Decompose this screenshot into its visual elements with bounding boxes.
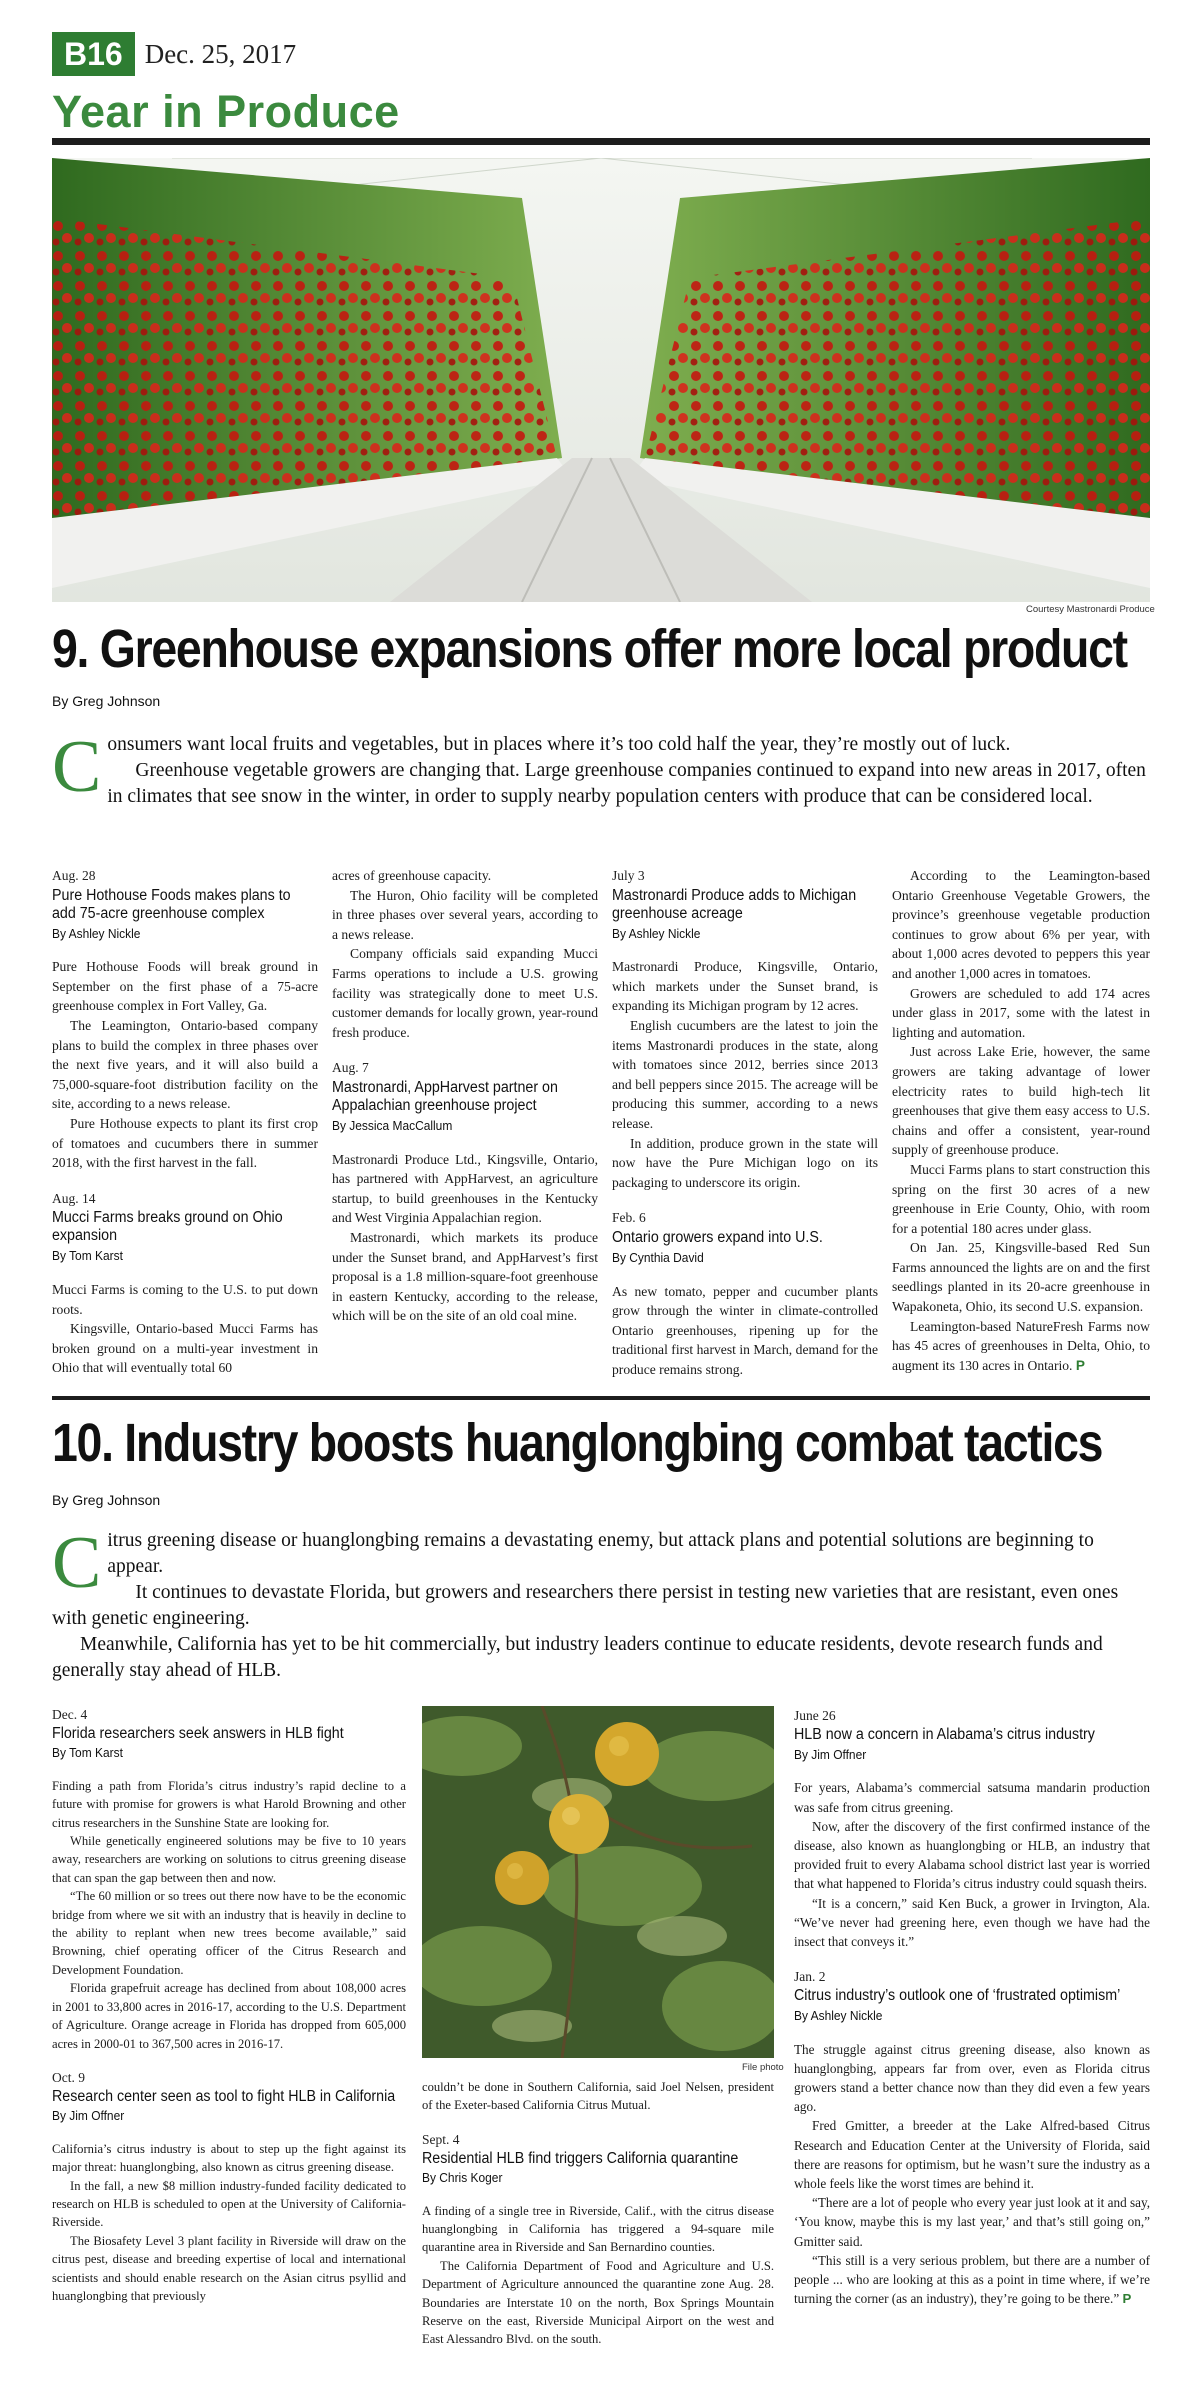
brief-date: Feb. 6 xyxy=(612,1210,646,1226)
paragraph: Fred Gmitter, a breeder at the Lake Alfred-based Citrus Research and Education Center at the University of Florida, said there are reasons for optimism, but he wasn’t sure the industry as a whole feels like the worst times are behind it. xyxy=(794,2118,1150,2192)
brief-date: Aug. 28 xyxy=(52,868,96,883)
brief-date: Aug. 14 xyxy=(52,1190,96,1206)
brief-headline: Citrus industry’s outlook one of ‘frustrated optimism’ xyxy=(794,1987,1121,2005)
story9-byline: By Greg Johnson xyxy=(52,693,161,709)
lede-paragraph: Greenhouse vegetable growers are changing that. Large greenhouse companies continued to expand into new areas in 2017, often in climates that see snow in the winter, in order to supply nearby population centers with produce that can be considered local. xyxy=(107,760,1146,807)
brief-date: Aug. 7 xyxy=(332,1060,369,1076)
brief-headline: Mastronardi, AppHarvest partner on Appalachian greenhouse project xyxy=(332,1078,558,1114)
paragraph: Company officials said expanding Mucci Farms operations to include a U.S. growing facility was strategically done to meet U.S. customer demands for locally grown, year-round fresh produce. xyxy=(332,946,598,1040)
brief-headline: Residential HLB find triggers California quarantine xyxy=(422,2150,739,2168)
lede-paragraph: itrus greening disease or huanglongbing remains a devastating enemy, but attack plans and potential solutions are beginning to appear. xyxy=(107,1530,1094,1577)
brief-headline: Mucci Farms breaks ground on Ohio expansion xyxy=(52,1209,283,1245)
paragraph: In addition, produce grown in the state will now have the Pure Michigan logo on its packaging to underscore its origin. xyxy=(612,1135,878,1190)
paragraph: couldn’t be done in Southern California, said Joel Nelsen, president of the Exeter-based California Citrus Mutual. xyxy=(422,2080,774,2113)
brief-byline: By Jim Offner xyxy=(794,1747,867,1763)
issue-date: Dec. 25, 2017 xyxy=(144,38,297,69)
page-header xyxy=(52,26,296,82)
brief-date: Dec. 4 xyxy=(52,1707,88,1722)
paragraph: For years, Alabama’s commercial satsuma mandarin production was safe from citrus greening. xyxy=(794,1780,1150,1815)
brief-byline: By Cynthia David xyxy=(612,1249,704,1265)
paragraph: Kingsville, Ontario-based Mucci Farms has broken ground on a multi-year investment in Ohio that will eventually total 60 xyxy=(52,1321,318,1376)
brief-headline: Research center seen as tool to fight HLB in California xyxy=(52,2088,396,2106)
citrus-tree-photo xyxy=(422,1706,774,2058)
brief-byline: By Jessica MacCallum xyxy=(332,1117,453,1133)
paragraph: “The 60 million or so trees out there now have to be the economic bridge from where we sit with an industry that is heavily in decline to the ability to replant when new trees become available,” said Browning, chief operating officer of the Citrus Research and Development Foundation. xyxy=(52,1889,406,1977)
paragraph: California’s citrus industry is about to step up the fight against its major threat: huanglongbing, also known as citrus greening disease. xyxy=(52,2141,406,2175)
paragraph: The Huron, Ohio facility will be completed in three phases over several years, according to a news release. xyxy=(332,887,598,942)
paragraph: On Jan. 25, Kingsville-based Red Sun Farms announced the lights are on and the first seedlings planted in its 20-acre greenhouse in Wapakoneta, Ohio, its second U.S. expansion. xyxy=(892,1240,1150,1315)
greenhouse-tomato-photo xyxy=(52,158,1150,602)
paragraph: Now, after the discovery of the first confirmed instance of the disease, also known as huanglongbing or HLB, an industry that provided fruit to every Alabama school district last year is worried that what happened to Florida’s citrus industry could squash theirs. xyxy=(794,1818,1150,1892)
story10-column-1 xyxy=(52,1706,406,2305)
story9-column-4 xyxy=(892,866,1150,1375)
story9-headline: 9. Greenhouse expansions offer more local product xyxy=(52,619,1127,679)
paragraph: Mastronardi Produce Ltd., Kingsville, Ontario, has partnered with AppHarvest, an agriculture startup, to build greenhouses in the Kentucky and West Virginia Appalachian region. xyxy=(332,1151,598,1226)
paragraph: The Biosafety Level 3 plant facility in Riverside will draw on the citrus pest, disease and breeding expertise of local and international scientists and should enable research on the Asian citrus psyllid and huanglongbing that previously xyxy=(52,2233,406,2303)
paragraph: According to the Leamington-based Ontario Greenhouse Vegetable Growers, the province’s greenhouse vegetable production continues to grow about 6% per year, with about 1,000 acres devoted to peppers this year and another 1,000 acres in tomatoes. xyxy=(892,868,1150,981)
lede-paragraph: Meanwhile, California has yet to be hit commercially, but industry leaders continue to educate residents, devote research funds and generally stay ahead of HLB. xyxy=(52,1634,1103,1681)
paragraph: In the fall, a new $8 million industry-funded facility dedicated to research on HLB is scheduled to open at the University of California-Riverside. xyxy=(52,2178,406,2230)
brief-date: Sept. 4 xyxy=(422,2131,460,2147)
paragraph: Growers are scheduled to add 174 acres under glass in 2017, some with the latest in lighting and automation. xyxy=(892,985,1150,1040)
story9-column-3 xyxy=(612,866,878,1379)
paragraph xyxy=(892,1317,1150,1376)
photo-credit: Courtesy Mastronardi Produce xyxy=(1026,604,1155,615)
brief-date: Oct. 9 xyxy=(52,2069,85,2085)
story10-column-3 xyxy=(794,1706,1150,2308)
end-mark: P xyxy=(1075,1357,1085,1373)
brief-date: July 3 xyxy=(612,868,645,883)
paragraph: English cucumbers are the latest to join the items Mastronardi produces in the state, along with tomatoes since 2012, berries since 2013 and bell peppers since 2015. The acreage will be producing this summer, according to a news release. xyxy=(612,1017,878,1131)
brief-headline: Mastronardi Produce adds to Michigan greenhouse acreage xyxy=(612,886,857,922)
brief-byline: By Tom Karst xyxy=(52,1745,123,1761)
paragraph: While genetically engineered solutions may be five to 10 years away, researchers are working on solutions to citrus greening disease that can span the gap between then and now. xyxy=(52,1834,406,1885)
paragraph xyxy=(794,2251,1150,2309)
paragraph: Just across Lake Erie, however, the same growers are taking advantage of lower electricity rates to build high-tech lit greenhouses that give them easy access to U.S. chains and offer a consistent, year-round supply of greenhouse produce. xyxy=(892,1044,1150,1158)
story10-headline: 10. Industry boosts huanglongbing combat tactics xyxy=(52,1413,1103,1473)
brief-byline: By Ashley Nickle xyxy=(612,925,701,941)
paragraph: Finding a path from Florida’s citrus industry’s rapid decline to a future with promise for growers is what Harold Browning and other citrus researchers in the Sunshine State are looking for. xyxy=(52,1778,406,1830)
end-mark: P xyxy=(1122,2291,1132,2307)
page-number: B16 xyxy=(52,32,135,76)
brief-date: Jan. 2 xyxy=(794,1969,826,1985)
dropcap: C xyxy=(52,1522,102,1604)
paragraph: “There are a lot of people who every year just look at it and say, ‘You know, maybe this is my last year,’ and that’s still going on,” Gmitter said. xyxy=(794,2195,1150,2249)
paragraph: Mucci Farms is coming to the U.S. to put down roots. xyxy=(52,1281,318,1317)
section-rule xyxy=(52,138,1150,145)
brief-date: June 26 xyxy=(794,1708,836,1723)
paragraph: The Leamington, Ontario-based company plans to build the complex in three phases over the next five years, and it will also build a 75,000-square-foot distribution facility on the site, according to a news release. xyxy=(52,1017,318,1112)
paragraph: “It is a concern,” said Ken Buck, a grower in Irvington, Ala. “We’ve never had greening here, even though we have had the insect that conveys it.” xyxy=(794,1895,1150,1950)
dropcap: C xyxy=(52,726,102,808)
lede-paragraph: onsumers want local fruits and vegetables, but in places where it’s too cold half the year, they’re mostly out of luck. xyxy=(107,734,1011,755)
brief-headline: Ontario growers expand into U.S. xyxy=(612,1228,823,1246)
brief-byline: By Ashley Nickle xyxy=(794,2008,883,2024)
paragraph-text: “This still is a very serious problem, but there are a number of people ... who are looking at this as a point in time where, if we’re turning the corner (as an industry), they’re going to be there.” xyxy=(794,2252,1150,2307)
section-title: Year in Produce xyxy=(52,86,400,137)
paragraph: Pure Hothouse Foods will break ground in September on the first phase of a 75-acre greenhouse complex in Fort Valley, Ga. xyxy=(52,959,318,1014)
paragraph: acres of greenhouse capacity. xyxy=(332,868,492,883)
story-divider xyxy=(52,1396,1150,1400)
brief-byline: By Chris Koger xyxy=(422,2170,503,2186)
brief-headline: Florida researchers seek answers in HLB fight xyxy=(52,1725,344,1743)
story9-column-2 xyxy=(332,866,598,1326)
paragraph: Florida grapefruit acreage has declined from about 108,000 acres in 2001 to 33,800 acres in 2016-17, according to the U.S. Department of Agriculture. Orange acreage in Florida has dropped from 605,000 acres in 2000-01 to 367,500 acres in 2016-17. xyxy=(52,1981,406,2051)
paragraph: Mastronardi, which markets its produce under the Sunset brand, and AppHarvest’s first proposal is a 1.8 million-square-foot greenhouse in eastern Kentucky, according to the release, which will be on the site of an old coal mine. xyxy=(332,1229,598,1324)
paragraph: Mastronardi Produce, Kingsville, Ontario, which markets under the Sunset brand, is expanding its Michigan program by 12 acres. xyxy=(612,959,878,1014)
paragraph: The California Department of Food and Agriculture and U.S. Department of Agriculture announced the quarantine zone Aug. 28. Boundaries are Interstate 10 on the north, Box Springs Mountain Reserve on the east, Riverside Municipal Airport on the west and East Alessandro Blvd. on the south. xyxy=(422,2258,774,2347)
lede-paragraph: It continues to devastate Florida, but growers and researchers there persist in testing new varieties that are resistant, even ones with genetic engineering. xyxy=(52,1582,1119,1629)
paragraph: As new tomato, pepper and cucumber plants grow through the winter in climate-controlled Ontario greenhouses, ripening up for the traditional first harvest in March, demand for the produce remains strong. xyxy=(612,1283,878,1377)
paragraph: A finding of a single tree in Riverside, Calif., with the citrus disease huanglongbing in California has triggered a 94-square mile quarantine area in Riverside and San Bernardino counties. xyxy=(422,2203,774,2255)
paragraph: Pure Hothouse expects to plant its first crop of tomatoes and cucumbers there in summer 2018, with the first harvest in the fall. xyxy=(52,1115,318,1171)
brief-headline: HLB now a concern in Alabama’s citrus industry xyxy=(794,1726,1095,1744)
story10-lede xyxy=(52,1522,1150,1684)
brief-byline: By Jim Offner xyxy=(52,2108,125,2124)
story9-column-1 xyxy=(52,866,318,1378)
story10-column-2 xyxy=(422,2078,774,2349)
paragraph-text: Leamington-based NatureFresh Farms now has 45 acres of greenhouses in Delta, Ohio, to augment its 130 acres in Ontario. xyxy=(892,1318,1150,1373)
story9-lede xyxy=(52,726,1150,810)
brief-headline: Pure Hothouse Foods makes plans to add 75-acre greenhouse complex xyxy=(52,886,291,922)
photo-credit: File photo xyxy=(742,2062,784,2073)
story10-byline: By Greg Johnson xyxy=(52,1492,161,1508)
paragraph: Mucci Farms plans to start construction this spring on the first 30 acres of a new greenhouse in Erie County, Ohio, with room for a potential 180 acres under glass. xyxy=(892,1161,1150,1236)
paragraph: The struggle against citrus greening disease, also known as huanglongbing, appears far from over, even as Florida citrus growers stand a better chance now than they did even a few years ago. xyxy=(794,2041,1150,2115)
brief-byline: By Ashley Nickle xyxy=(52,925,141,941)
brief-byline: By Tom Karst xyxy=(52,1248,123,1264)
